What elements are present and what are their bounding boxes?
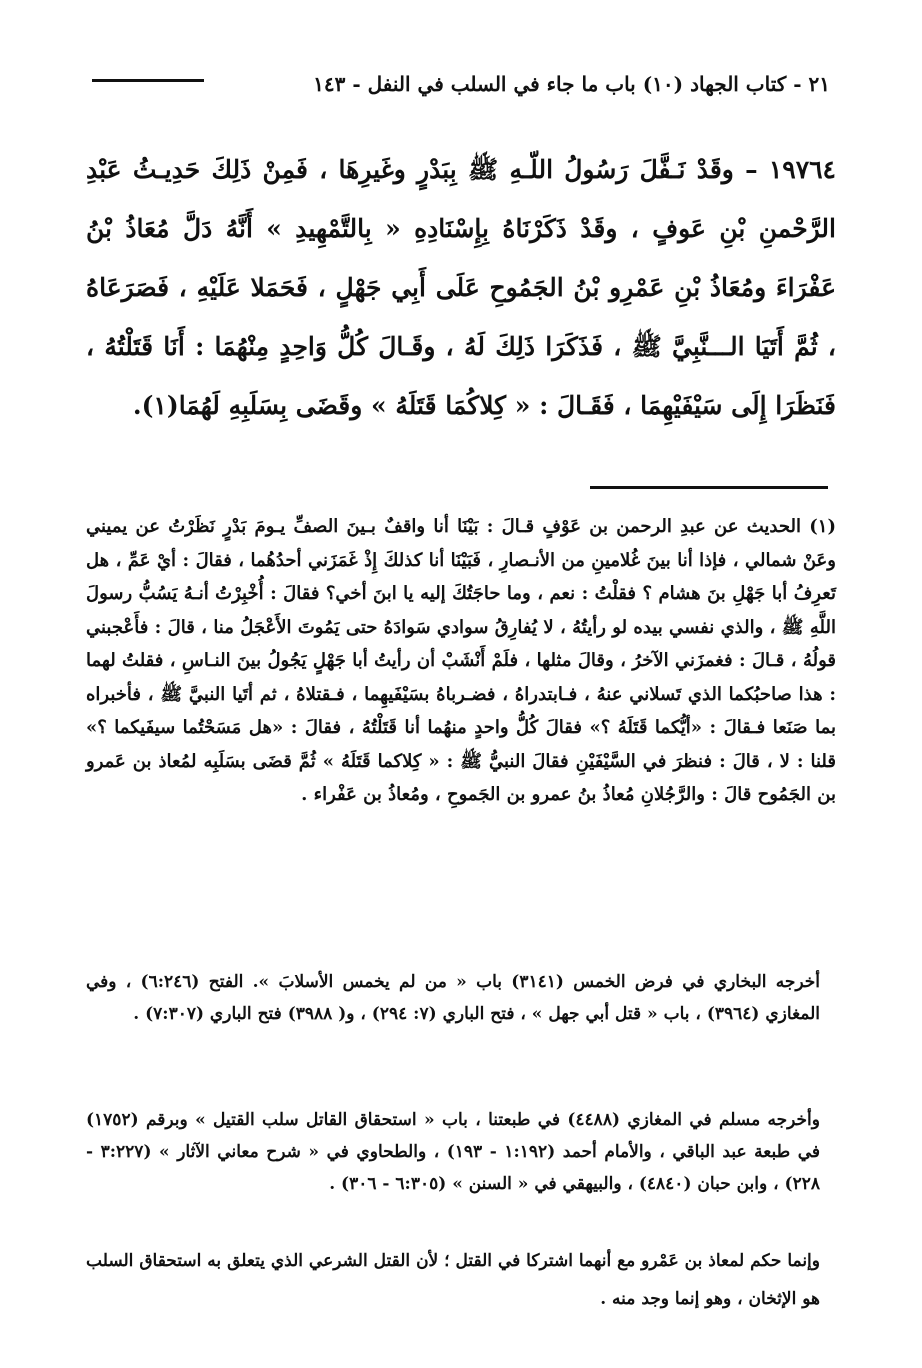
footnote-paragraph — [86, 510, 836, 812]
hadith-body: – وقَدْ نَـفَّلَ رَسُولُ اللّـهِ ﷺ بِبَدْرٍ وغَيرِهَا ، فَمِنْ ذَلِكَ حَدِيـثُ عَبْدِ الرَّحْمنِ بْنِ عَوفٍ ، وقَدْ ذَكَرْنَاهُ بِإِسْنَادِهِ « بِالتَّمْهِيدِ » أَنَّهُ دَلَّ مُعَاذُ بْنُ عَفْرَاءَ ومُعَاذُ بْنِ عَمْرِو بْنُ الجَمُوحِ عَلَى أَبِي جَهْلٍ ، فَحَمَلا عَلَيْهِ ، فَصَرَعَاهُ ، ثُمَّ أَتَيَا الـــنَّبِيَّ ﷺ ، فَذَكَرَا ذَلِكَ لَهُ ، وقَـالَ كُلُّ وَاحِدٍ مِنْهُمَا : أَنَا قَتَلْتُهُ ، فَنَظَرَا إِلَى سَيْفَيْهِمَا ، فَقَـالَ : « كِلاكُمَا قَتَلَهُ » وقَضَى بِسَلَبِهِ لَهُمَا(١). — [86, 155, 836, 420]
takhrij-note-text: وإنما حكم لمعاذ بن عَمْرو مع أنهما اشتركا في القتل ؛ لأن القتل الشرعي الذي يتعلق به استحقاق السلب هو الإثخان ، وهو إنما وجد منه . — [86, 1251, 820, 1309]
footnote-separator — [590, 486, 828, 489]
main-hadith-text — [86, 140, 836, 435]
hadith-paragraph — [86, 140, 836, 435]
header-rule — [92, 79, 204, 82]
running-header: ٢١ - كتاب الجهاد (١٠) باب ما جاء في السلب في النفل - ١٤٣ — [313, 72, 830, 96]
takhrij-muslim — [86, 1104, 820, 1200]
takhrij-muslim-text: وأخرجه مسلم في المغازي (٤٤٨٨) في طبعتنا ، باب « استحقاق القاتل سلب القتيل » وبرقم (١٧٥٢) في طبعة عبد الباقي ، والأمام أحمد (١:١٩٢ - ١٩٣) ، والطحاوي في « شرح معاني الآثار » (٣:٢٢٧ - ٢٢٨) ، وابن حبان (٤٨٤٠) ، والبيهقي في « السنن » (٦:٣٠٥ - ٣٠٦) . — [86, 1110, 820, 1194]
footnote-marker: (١) — [809, 516, 836, 537]
footnote-hadith — [86, 510, 836, 812]
takhrij-bukhari — [86, 966, 820, 1030]
footnote-hadith-text: الحديث عن عبدِ الرحمن بن عَوْفٍ قـالَ : بَيْنَا أنا واقفٌ بـينَ الصفِّ يـومَ بَدْرٍ نَظَرْتُ عن يميني وعَنْ شمالي ، فإذا أنا بينَ غُلامينِ من الأنـصارِ ، فَبَيْنَا أنا كذلكَ إِذْ غَمَزَني أحدُهُما ، فقالَ : أيْ عَمِّ ، هل تَعرِفُ أبا جَهْلِ بنَ هشام ؟ فقلْتُ : نعم ، وما حاجَتُكَ إليه يا ابنَ أخي؟ فقالَ : أُخْبِرْتُ أنـهُ يَسُبُّ رسولَ اللَّهِ ﷺ ، والذي نفسي بيده لو رأيتُهُ ، لا يُفارِقُ سوادي سَوادَهُ حتى يَمُوتَ الأَعْجَلُ منا ، قالَ : فأَعْجبني قولُهُ ، قـالَ : فغمزَني الآخرُ ، وقالَ مثلها ، فلَمْ أَنْشَبْ أن رأيتُ أبا جَهْلٍ يَجُولُ بينَ النـاسِ ، فقلتُ لهما : هذا صاحبُكما الذي تَسلاني عنهُ ، فـابتدراهُ ، فضـرباهُ بسَيْفَيهِما ، فـقتلاهُ ، ثم أتَيا النبيَّ ﷺ ، فأخبراه بما صَنَعا فـقالَ : «أيُّكما قَتَلَهُ ؟» فقالَ كُلُّ واحدٍ منهُما أنا قَتَلْتُهُ ، فقالَ : «هل مَسَحْتُما سيفَيكما ؟» قلنا : لا ، قالَ : فنظرَ في السَّيْفَيْنِ فقالَ النبيُّ ﷺ : « كِلاكما قَتَلَهُ » ثُمَّ قضَى بسَلَبِه لمُعاذ بن عَمرو بن الجَمُوح قالَ : والرَّجُلانِ مُعاذُ بنُ عمرو بن الجَموحِ ، ومُعاذُ بن عَفْراء . — [86, 516, 836, 805]
takhrij-note — [86, 1242, 820, 1318]
hadith-number: ١٩٧٦٤ — [768, 155, 836, 184]
takhrij-bukhari-text: أخرجه البخاري في فرض الخمس (٣١٤١) باب « من لم يخمس الأسلابَ ». الفتح (٦:٢٤٦) ، وفي المغازي (٣٩٦٤) ، باب « قتل أبي جهل » ، فتح الباري (٧: ٢٩٤) ، و( ٣٩٨٨) فتح الباري (٧:٣٠٧) . — [86, 972, 820, 1024]
